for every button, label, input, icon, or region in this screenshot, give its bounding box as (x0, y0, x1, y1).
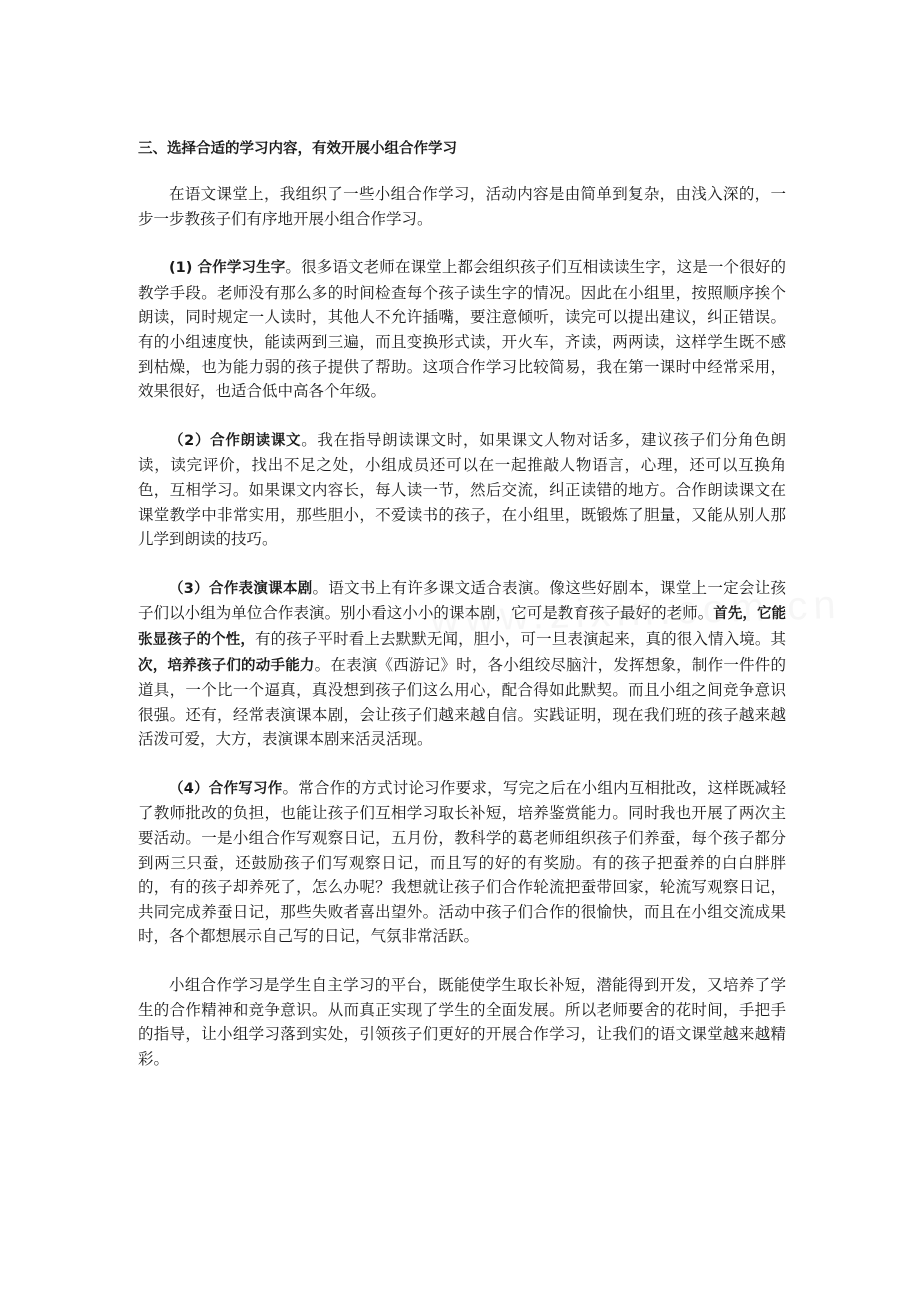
paragraph-3-bold-b: 次，培养孩子们的动手能力 (138, 657, 315, 674)
paragraph-4-title: （4）合作写习作 (169, 780, 283, 797)
intro-paragraph: 在语文课堂上，我组织了一些小组合作学习，活动内容是由简单到复杂，由浅入深的，一步一步教孩子们有序地开展小组合作学习。 (138, 185, 786, 228)
paragraph-3-body-b: 有的孩子平时看上去默默无闻，胆小，可一旦表演起来，真的很入情入境。其 (254, 629, 786, 648)
paragraph-3-body-a: 。语文书上有许多课文适合表演。像这些好剧本，课堂上一定会让孩子们以小组为单位合作表演。别小看这小小的课本剧，它可是教育孩子最好的老师。 (138, 578, 786, 623)
paragraph-1-body: 。很多语文老师在课堂上都会组织孩子们互相读读生字，这是一个很好的教学手段。老师没有那么多的时间检查每个孩子读生字的情况。因此在小组里，按照顺序挨个朗读，同时规定一人读时，其他人不允许插嘴，要注意倾听，读完可以提出建议，纠正错误。有的小组速度快，能读两到三遍，而且变换形式读，开火车，齐读，两两读，这样学生既不感到枯燥，也为能力弱的孩子提供了帮助。这项合作学习比较简易，我在第一课时中经常采用，效果很好，也适合低中高各个年级。 (138, 258, 786, 401)
paragraph-3 (138, 576, 786, 752)
paragraph-2 (138, 428, 786, 552)
paragraph-2-title: （2）合作朗读课文 (169, 432, 302, 449)
paragraph-3-title: （3）合作表演课本剧 (169, 580, 313, 597)
paragraph-1-title: (1) 合作学习生字 (169, 260, 286, 277)
conclusion-paragraph: 小组合作学习是学生自主学习的平台，既能使学生取长补短，潜能得到开发，又培养了学生的合作精神和竞争意识。从而真正实现了学生的全面发展。所以老师要舍的花时间，手把手的指导，让小组学习落到实处，引领孩子们更好的开展合作学习，让我们的语文课堂越来越精彩。 (138, 976, 786, 1068)
paragraph-2-body: 。我在指导朗读课文时，如果课文人物对话多，建议孩子们分角色朗读，读完评价，找出不足之处，小组成员还可以在一起推敲人物语言，心理，还可以互换角色，互相学习。如果课文内容长，每人读一节，然后交流，纠正读错的地方。合作朗读课文在课堂教学中非常实用，那些胆小，不爱读书的孩子，在小组里，既锻炼了胆量，又能从别人那儿学到朗读的技巧。 (138, 430, 786, 549)
paragraph-4 (138, 776, 786, 949)
paragraph-1 (138, 255, 786, 404)
paragraph-3-body-c: 。在表演《西游记》时，各小组绞尽脑汁，发挥想象，制作一件件的道具，一个比一个逼真，真没想到孩子们这么用心，配合得如此默契。而且小组之间竞争意识很强。还有，经常表演课本剧，会让孩子们越来越自信。实践证明，现在我们班的孩子越来越活泼可爱，大方，表演课本剧来活灵活现。 (138, 655, 786, 749)
paragraph-3-bold-a: 首先，它能张显孩子的个性， (138, 606, 786, 648)
section-heading: 三、选择合适的学习内容，有效开展小组合作学习 (138, 141, 457, 157)
paragraph-4-body: 。常合作的方式讨论习作要求，写完之后在小组内互相批改，这样既减轻了教师批改的负担，也能让孩子们互相学习取长补短，培养鉴赏能力。同时我也开展了两次主要活动。一是小组合作写观察日记，五月份，教科学的葛老师组织孩子们养蚕，每个孩子都分到两三只蚕，还鼓励孩子们写观察日记，而且写的好的有奖励。有的孩子把蚕养的白白胖胖的，有的孩子却养死了，怎么办呢？我想就让孩子们合作轮流把蚕带回家，轮流写观察日记，共同完成养蚕日记，那些失败者喜出望外。活动中孩子们合作的很愉快，而且在小组交流成果时，各个都想展示自己写的日记，气氛非常活跃。 (138, 778, 786, 946)
document-page (138, 128, 786, 1095)
